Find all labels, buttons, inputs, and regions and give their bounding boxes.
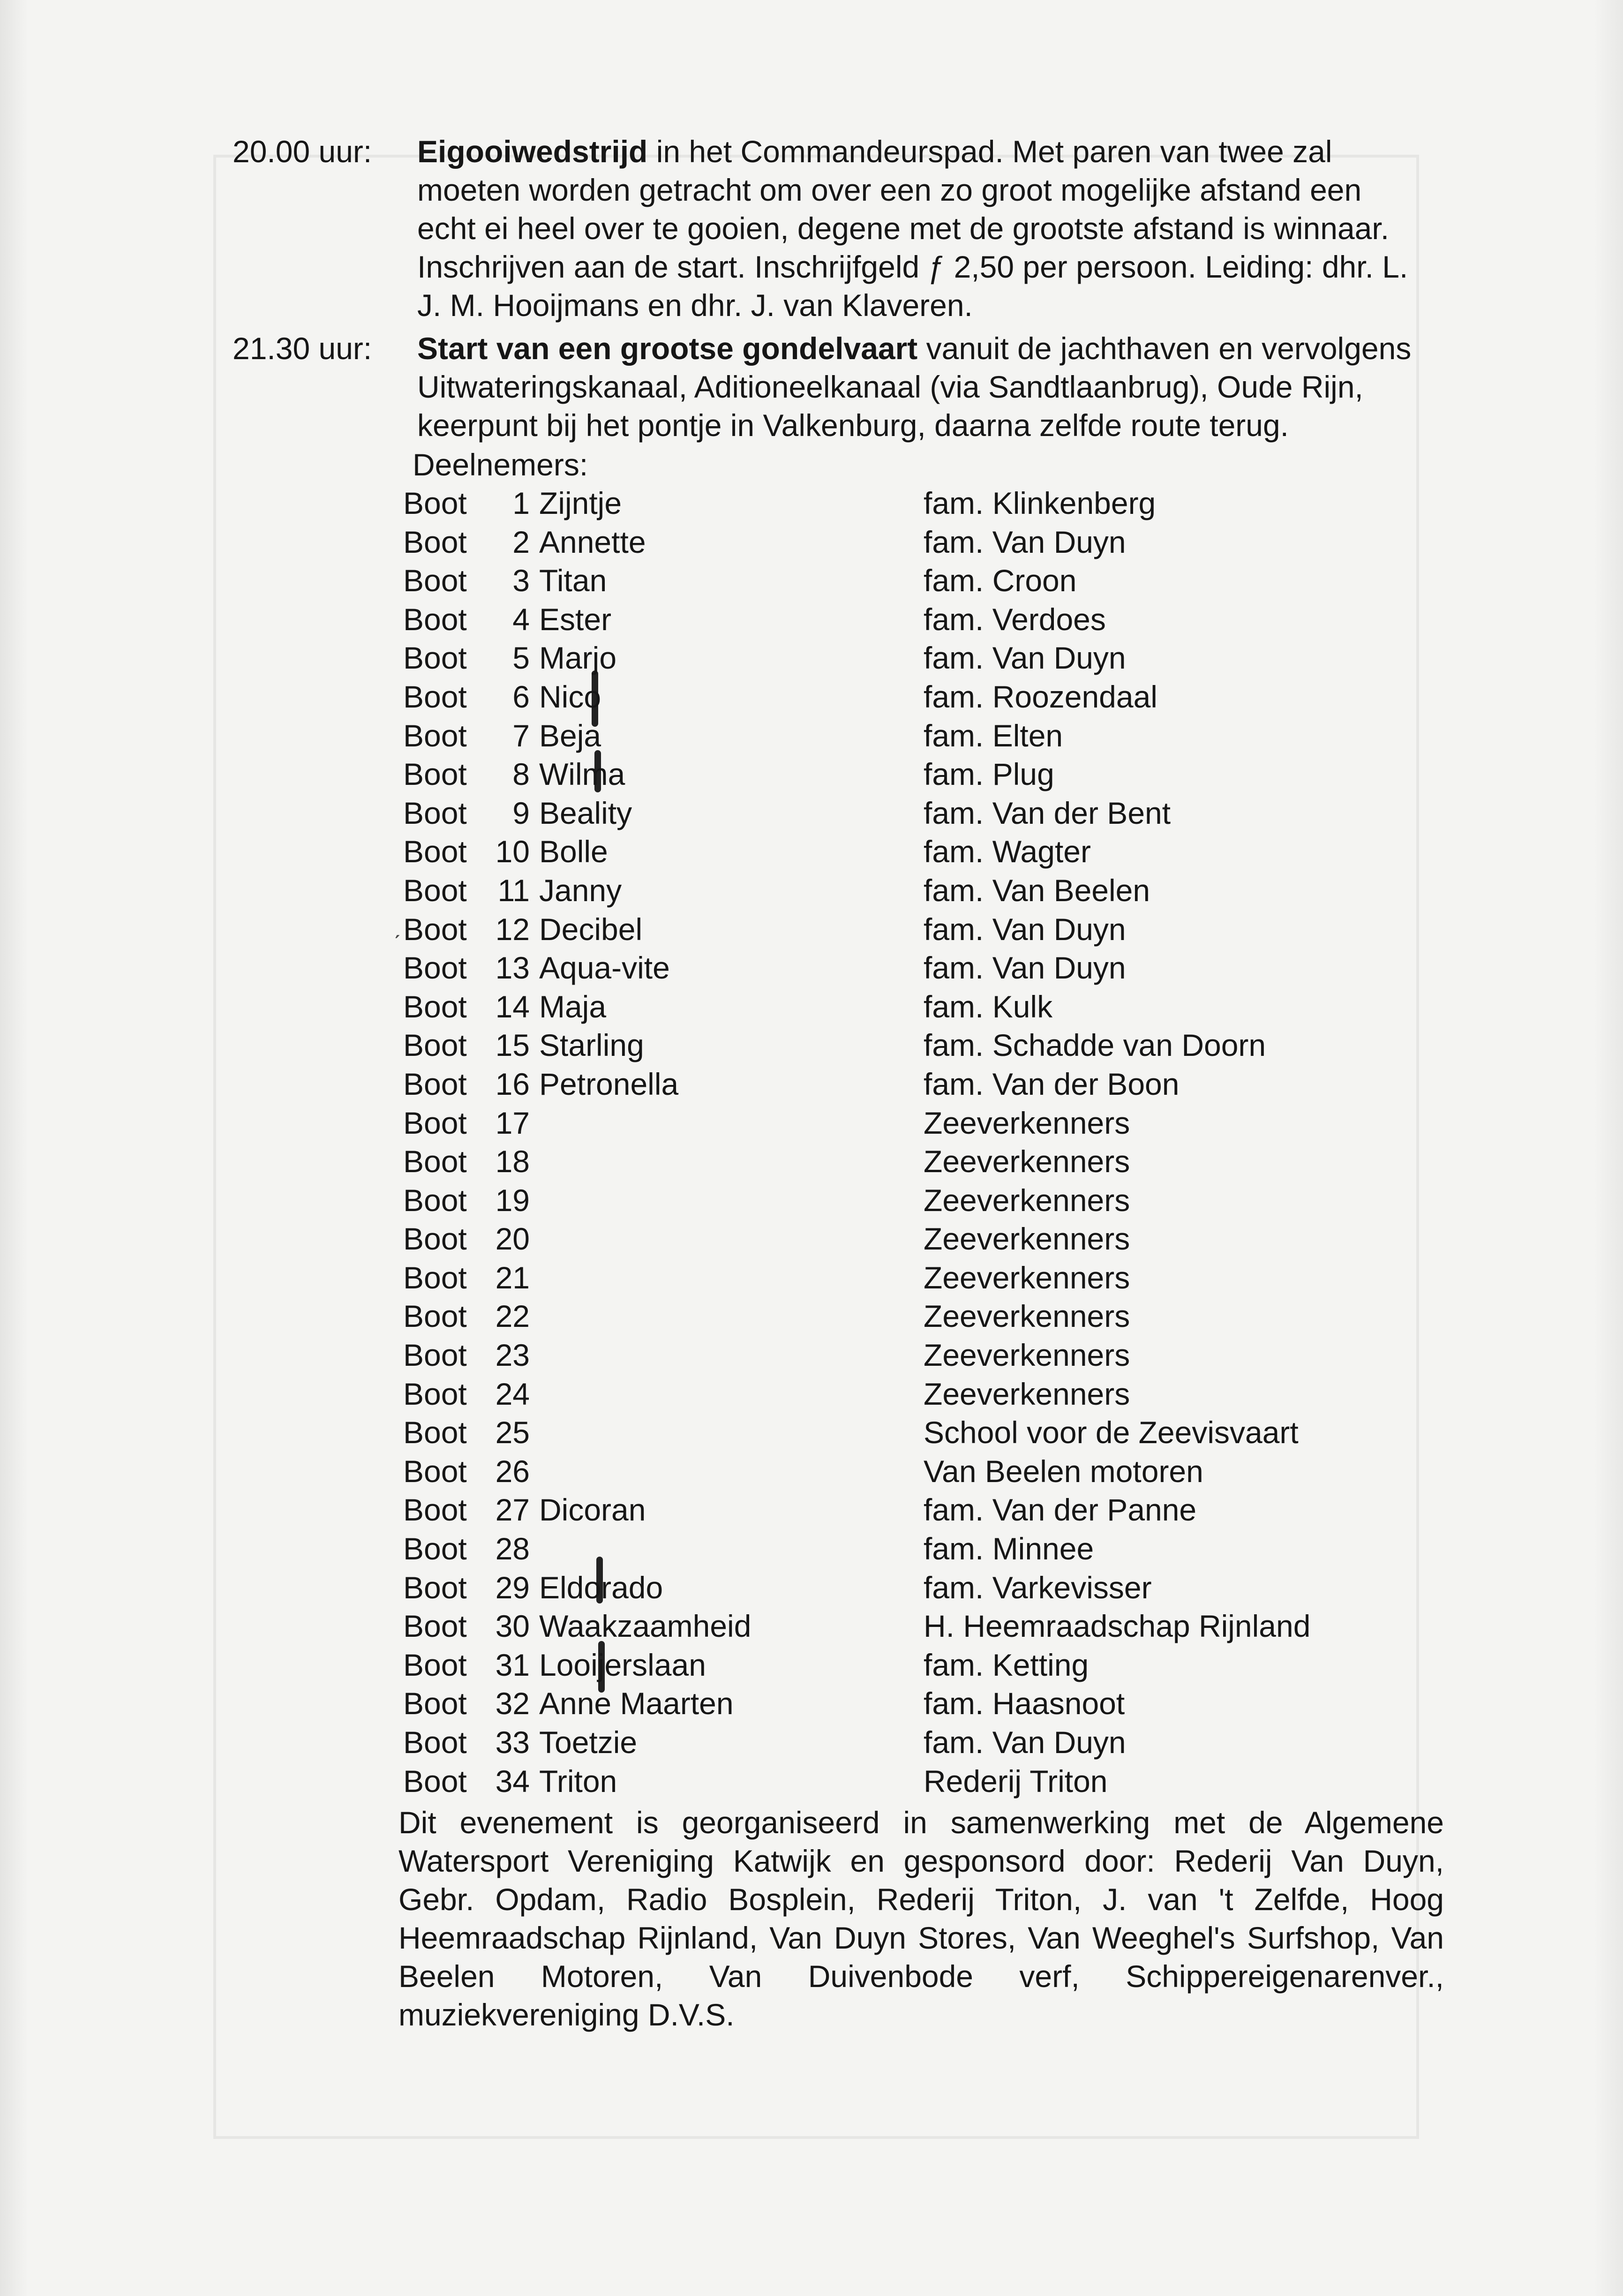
boat-label: Boot bbox=[403, 563, 467, 598]
schedule-time: 21.30 uur: bbox=[233, 331, 372, 366]
boat-label: Boot bbox=[403, 795, 467, 830]
participant-row bbox=[403, 1723, 1449, 1762]
boat-owner: fam. Plug bbox=[924, 757, 1054, 792]
boat-owner: fam. Klinkenberg bbox=[924, 486, 1156, 520]
participant-row bbox=[403, 1220, 1449, 1258]
participant-row bbox=[403, 1142, 1449, 1181]
participant-row bbox=[403, 1762, 1449, 1801]
participant-row bbox=[403, 1529, 1449, 1568]
boat-label: Boot bbox=[403, 911, 467, 947]
participant-row bbox=[403, 755, 1449, 794]
boat-name bbox=[539, 1297, 924, 1336]
boat-owner: Zeeverkenners bbox=[924, 1144, 1130, 1179]
boat-label: Boot bbox=[403, 1725, 467, 1760]
boat-name: Wilma bbox=[539, 757, 625, 792]
boat-name bbox=[539, 1220, 924, 1258]
boat-number: 21 bbox=[495, 1260, 530, 1295]
participant-row bbox=[403, 1607, 1449, 1646]
boat-owner: fam. Van Duyn bbox=[924, 911, 1126, 947]
boat-owner: School voor de Zeevisvaart bbox=[924, 1415, 1299, 1450]
boat-number: 20 bbox=[495, 1221, 530, 1257]
boat-owner: fam. Croon bbox=[924, 563, 1077, 598]
boat-label: Boot bbox=[403, 524, 467, 559]
boat-number: 23 bbox=[495, 1338, 530, 1373]
boat-owner: Zeeverkenners bbox=[924, 1338, 1130, 1373]
boat-owner: fam. Verdoes bbox=[924, 602, 1106, 637]
participant-row bbox=[403, 1491, 1449, 1529]
boat-number: 12 bbox=[495, 911, 530, 947]
boat-label: Boot bbox=[403, 757, 467, 792]
boat-owner: Zeeverkenners bbox=[924, 1260, 1130, 1295]
participant-row bbox=[403, 1375, 1449, 1414]
boat-number: 26 bbox=[495, 1453, 530, 1489]
boat-label: Boot bbox=[403, 1105, 467, 1140]
boat-label: Boot bbox=[403, 834, 467, 869]
participant-row bbox=[403, 484, 1449, 523]
boat-label: Boot bbox=[403, 1647, 467, 1682]
boat-label: Boot bbox=[403, 1066, 467, 1101]
event-title: Eigooiwedstrijd bbox=[417, 134, 648, 169]
boat-number: 19 bbox=[495, 1182, 530, 1218]
boat-name bbox=[539, 1181, 924, 1220]
boat-number: 33 bbox=[495, 1725, 530, 1760]
boat-number: 9 bbox=[512, 795, 530, 830]
boat-owner: fam. Van Duyn bbox=[924, 640, 1126, 676]
boat-label: Boot bbox=[403, 718, 467, 753]
boat-number: 10 bbox=[495, 834, 530, 869]
boat-name bbox=[539, 1529, 924, 1568]
boat-owner: Zeeverkenners bbox=[924, 1182, 1130, 1218]
boat-name: Anne Maarten bbox=[539, 1686, 734, 1721]
document-content bbox=[225, 132, 1444, 2034]
boat-label: Boot bbox=[403, 1570, 467, 1605]
boat-name bbox=[539, 1258, 924, 1297]
boat-name: Bolle bbox=[539, 834, 608, 869]
boat-owner: Zeeverkenners bbox=[924, 1221, 1130, 1257]
boat-label: Boot bbox=[403, 1376, 467, 1411]
boat-number: 31 bbox=[495, 1647, 530, 1682]
boat-name bbox=[539, 1452, 924, 1491]
boat-owner: H. Heemraadschap Rijnland bbox=[924, 1609, 1311, 1644]
boat-owner: fam. Van der Boon bbox=[924, 1066, 1180, 1101]
boat-number: 6 bbox=[512, 679, 530, 714]
boat-name: Beja bbox=[539, 718, 601, 753]
boat-name: Titan bbox=[539, 563, 607, 598]
boat-label: Boot bbox=[403, 640, 467, 676]
boat-number: 14 bbox=[495, 989, 530, 1024]
participant-row bbox=[403, 1104, 1449, 1143]
participant-row bbox=[403, 1065, 1449, 1104]
participant-row bbox=[403, 1026, 1449, 1065]
participant-row bbox=[403, 1684, 1449, 1723]
boat-name: Eldorado bbox=[539, 1570, 663, 1605]
boat-owner: Zeeverkenners bbox=[924, 1299, 1130, 1334]
boat-number: 30 bbox=[495, 1609, 530, 1644]
boat-name: Maja bbox=[539, 989, 607, 1024]
boat-label: Boot bbox=[403, 1338, 467, 1373]
participant-row bbox=[403, 1646, 1449, 1685]
boat-label: Boot bbox=[403, 989, 467, 1024]
participant-row bbox=[403, 794, 1449, 833]
boat-label: Boot bbox=[403, 1763, 467, 1799]
participant-row bbox=[403, 949, 1449, 987]
boat-name: Decibel bbox=[539, 911, 643, 947]
boat-owner: fam. Minnee bbox=[924, 1531, 1094, 1566]
schedule-item bbox=[225, 132, 1435, 324]
boat-name: Annette bbox=[539, 524, 646, 559]
boat-name bbox=[539, 1336, 924, 1375]
boat-number: 17 bbox=[495, 1105, 530, 1140]
boat-label: Boot bbox=[403, 1260, 467, 1295]
schedule-description bbox=[417, 329, 1425, 444]
boat-name: Starling bbox=[539, 1028, 644, 1063]
boat-owner: fam. Van Duyn bbox=[924, 524, 1126, 559]
boat-label: Boot bbox=[403, 1531, 467, 1566]
boat-label: Boot bbox=[403, 486, 467, 520]
boat-name bbox=[539, 1413, 924, 1452]
boat-label: Boot bbox=[403, 1182, 467, 1218]
boat-name: Ester bbox=[539, 602, 612, 637]
boat-owner: fam. Schadde van Doorn bbox=[924, 1028, 1266, 1063]
boat-label: Boot bbox=[403, 1492, 467, 1528]
boat-name bbox=[539, 1104, 924, 1143]
schedule-time: 20.00 uur: bbox=[233, 134, 372, 169]
boat-owner: fam. Roozendaal bbox=[924, 679, 1157, 714]
boat-number: 18 bbox=[495, 1144, 530, 1179]
boat-owner: fam. Varkevisser bbox=[924, 1570, 1152, 1605]
boat-name: Beality bbox=[539, 795, 632, 830]
participant-row bbox=[403, 1258, 1449, 1297]
participant-row bbox=[403, 871, 1449, 910]
boat-number: 34 bbox=[495, 1763, 530, 1799]
boat-name: Janny bbox=[539, 873, 622, 908]
participant-row bbox=[403, 1568, 1449, 1607]
boat-owner: fam. Van Duyn bbox=[924, 950, 1126, 986]
boat-owner: fam. Van Duyn bbox=[924, 1725, 1126, 1760]
participant-row bbox=[403, 600, 1449, 639]
boat-label: Boot bbox=[403, 1299, 467, 1334]
boat-label: Boot bbox=[403, 679, 467, 714]
boat-name: Aqua-vite bbox=[539, 950, 670, 986]
participant-row bbox=[403, 832, 1449, 871]
boat-owner: fam. Kulk bbox=[924, 989, 1053, 1024]
boat-name: Dicoran bbox=[539, 1492, 646, 1528]
boat-number: 29 bbox=[495, 1570, 530, 1605]
participant-row bbox=[403, 1336, 1449, 1375]
boat-owner: fam. Van der Bent bbox=[924, 795, 1171, 830]
boat-label: Boot bbox=[403, 1028, 467, 1063]
boat-number: 2 bbox=[512, 524, 530, 559]
boat-name: Toetzie bbox=[539, 1725, 638, 1760]
boat-name: Looijerslaan bbox=[539, 1647, 706, 1682]
boat-owner: fam. Haasnoot bbox=[924, 1686, 1125, 1721]
boat-name: Marjo bbox=[539, 640, 617, 676]
boat-number: 28 bbox=[495, 1531, 530, 1566]
participant-row bbox=[403, 910, 1449, 949]
participant-row bbox=[403, 1181, 1449, 1220]
boat-number: 24 bbox=[495, 1376, 530, 1411]
boat-owner: Zeeverkenners bbox=[924, 1376, 1130, 1411]
boat-label: Boot bbox=[403, 1686, 467, 1721]
event-title: Start van een grootse gondelvaart bbox=[417, 331, 918, 366]
sponsor-note: Dit evenement is georganiseerd in samenwerking met de Algemene Watersport Vereniging Katwijk en gesponsord door: Rederij Van Duyn, Gebr. Opdam, Radio Bosplein, Rederij Triton, J. van 't Zelfde, Hoog Heemraadschap Rijnland, Van Duyn Stores, Van Weeghel's Surfshop, Van Beelen Motoren, Van Duivenbode verf, Schippereigenarenver., muziekvereniging D.V.S. bbox=[398, 1805, 1444, 2033]
boat-owner: Van Beelen motoren bbox=[924, 1453, 1203, 1489]
participant-row bbox=[403, 678, 1449, 716]
boat-label: Boot bbox=[403, 1221, 467, 1257]
boat-number: 5 bbox=[512, 640, 530, 676]
boat-name: Nico bbox=[539, 679, 601, 714]
participant-row bbox=[403, 639, 1449, 678]
pen-mark: ˏ bbox=[393, 912, 401, 939]
boat-number: 16 bbox=[495, 1066, 530, 1101]
participant-row bbox=[403, 523, 1449, 562]
boat-owner: fam. Wagter bbox=[924, 834, 1091, 869]
boat-number: 13 bbox=[495, 950, 530, 986]
boat-owner: fam. Elten bbox=[924, 718, 1063, 753]
boat-number: 27 bbox=[495, 1492, 530, 1528]
event-text: in het Commandeurspad. Met paren van twee zal moeten worden getracht om over een zo groot mogelijke afstand een echt ei heel over te gooien, degene met de grootste afstand is winnaar. Inschrijven aan de start. Inschrijfgeld ƒ 2,50 per persoon. Leiding: dhr. L. J. M. Hooijmans en dhr. J. van Klaveren. bbox=[417, 134, 1408, 323]
boat-number: 22 bbox=[495, 1299, 530, 1334]
boat-label: Boot bbox=[403, 1144, 467, 1179]
participants-heading: Deelnemers: bbox=[413, 447, 588, 482]
participant-row bbox=[403, 987, 1449, 1026]
boat-owner: Zeeverkenners bbox=[924, 1105, 1130, 1140]
boat-name: Zijntje bbox=[539, 486, 622, 520]
boat-label: Boot bbox=[403, 602, 467, 637]
boat-owner: fam. Van der Panne bbox=[924, 1492, 1197, 1528]
schedule-description bbox=[417, 132, 1425, 324]
boat-name: Triton bbox=[539, 1763, 617, 1799]
boat-number: 15 bbox=[495, 1028, 530, 1063]
boat-name bbox=[539, 1142, 924, 1181]
boat-number: 8 bbox=[512, 757, 530, 792]
boat-number: 32 bbox=[495, 1686, 530, 1721]
boat-number: 3 bbox=[512, 563, 530, 598]
boat-label: Boot bbox=[403, 873, 467, 908]
event-text: vanuit de jachthaven en vervolgens Uitwateringskanaal, Aditioneelkanaal (via Sandtlaanbrug), Oude Rijn, keerpunt bij het pontje in Valkenburg, daarna zelfde route terug. bbox=[417, 331, 1412, 443]
participant-row bbox=[403, 1413, 1449, 1452]
participant-row bbox=[403, 1452, 1449, 1491]
boat-name: Petronella bbox=[539, 1066, 679, 1101]
boat-name bbox=[539, 1375, 924, 1414]
participants-list bbox=[403, 484, 1449, 1800]
boat-owner: Rederij Triton bbox=[924, 1763, 1108, 1799]
participant-row bbox=[403, 1297, 1449, 1336]
boat-number: 4 bbox=[512, 602, 530, 637]
boat-number: 7 bbox=[512, 718, 530, 753]
schedule-item bbox=[225, 329, 1435, 444]
boat-label: Boot bbox=[403, 1609, 467, 1644]
boat-number: 25 bbox=[495, 1415, 530, 1450]
boat-label: Boot bbox=[403, 950, 467, 986]
boat-owner: fam. Ketting bbox=[924, 1647, 1089, 1682]
boat-owner: fam. Van Beelen bbox=[924, 873, 1150, 908]
boat-number: 11 bbox=[497, 873, 530, 908]
participant-row bbox=[403, 561, 1449, 600]
boat-label: Boot bbox=[403, 1415, 467, 1450]
participant-row bbox=[403, 716, 1449, 755]
boat-name: Waakzaamheid bbox=[539, 1609, 751, 1644]
boat-number: 1 bbox=[512, 486, 530, 520]
boat-label: Boot bbox=[403, 1453, 467, 1489]
